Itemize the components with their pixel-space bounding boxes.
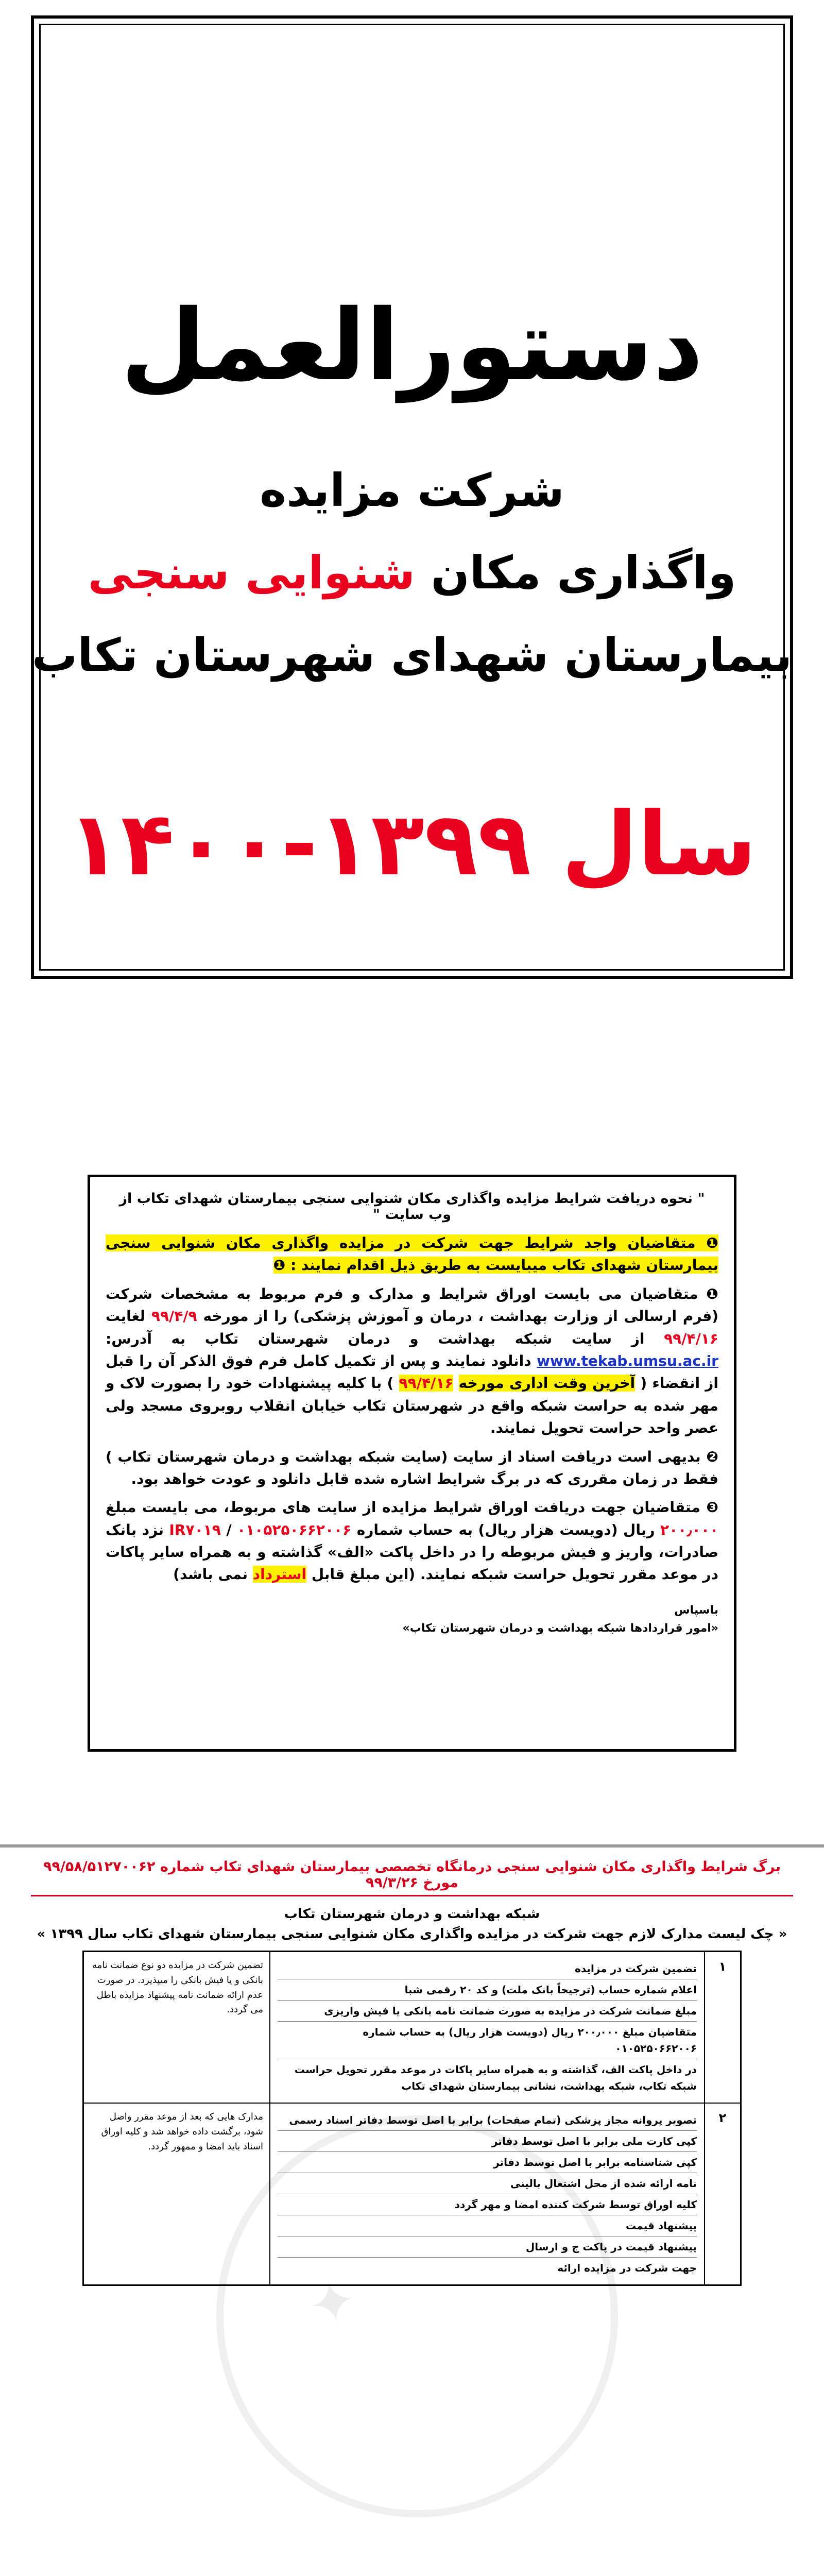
row-line: اعلام شماره حساب (ترجیحاً بانک ملت) و کد ۲۰ رقمی شبا — [278, 1979, 697, 2001]
p1-text-a: ❶ متقاضیان می بایست اوراق شرایط و مدارک و فرم مربوط به مشخصات شرکت (فرم ارسالی از وزارت بهداشت ، درمان و آموزش پزشکی) را از مورخه — [106, 1285, 719, 1325]
row-note: تضمین شرکت در مزایده دو نوع ضمانت نامه بانکی و یا فیش بانکی را میپذیرد. در صورت عدم ارائه ضمانت نامه پیشنهاد مزایده باطل می گردد. — [92, 1960, 263, 2015]
cover-line-1: شرکت مزایده — [260, 464, 564, 517]
instructions-signature — [106, 1601, 718, 1637]
row-line: تصویر پروانه مجاز پزشکی (تمام صفحات) برابر با اصل توسط دفاتر اسناد رسمی — [278, 2110, 697, 2131]
instructions-page — [0, 1154, 824, 1808]
p3-text-b: ریال (دویست هزار ریال) به حساب شماره — [356, 1521, 655, 1538]
instructions-paragraph-2: ❷ بدیهی است دریافت اسناد از سایت (سایت شبکه بهداشت و درمان شهرستان تکاب ) فقط در زمان مقرری که در برگ شرایط اشاره شده قابل دانلود و عودت خواهد بود. — [106, 1448, 718, 1487]
table-row — [84, 1952, 740, 2104]
p3-amount: ۲۰۰٫۰۰۰ — [660, 1521, 718, 1538]
row-line: کپی کارت ملی برابر با اصل توسط دفاتر — [278, 2131, 697, 2152]
website-link[interactable]: www.tekab.umsu.ac.ir — [537, 1352, 718, 1369]
instructions-paragraph-1 — [106, 1283, 718, 1439]
row-number: ۲ — [704, 2104, 740, 2284]
p3-account-number: ۰۱۰۵۲۵۰۶۶۲۰۰۶ — [237, 1521, 352, 1538]
row-line: تضمین شرکت در مزایده — [278, 1958, 697, 1979]
p3-text-d: نزد بانک صادرات، واریز و فیش مربوطه را در داخل پاکت «الف» گذاشته و به همراه سایر پاکات در موعد مقرر تحویل حراست شبکه نمایند. (این مبلغ قابل — [106, 1521, 718, 1583]
watermark-text: ✦ — [302, 2265, 363, 2341]
row-line: پیشنهاد قیمت — [278, 2215, 697, 2236]
instructions-intro-text: ❶ متقاضیان واجد شرایط جهت شرکت در مزایده واگذاری مکان شنوایی سنجی بیمارستان شهدای تکاب میبایست به طریق ذیل اقدام نمایند : ❶ — [106, 1234, 718, 1274]
cover-line-2-text: واگذاری مکان — [431, 546, 736, 599]
row-note: مدارک هایی که بعد از موعد مقرر واصل شود، برگشت داده خواهد شد و کلیه اوراق اسناد باید امضا و ممهور گردد. — [101, 2111, 263, 2152]
cover-year: سال ۱۳۹۹-۱۴۰۰ — [67, 793, 757, 895]
checklist-title — [0, 1904, 824, 1944]
row-line: مبلغ ضمانت شرکت در مزایده به صورت ضمانت نامه بانکی یا فیش واریزی — [278, 2001, 697, 2022]
p1-date-end: ۹۹/۴/۱۶ — [664, 1330, 718, 1347]
cover-line-3: بیمارستان شهدای شهرستان تکاب — [31, 629, 793, 682]
p3-text-a: ❸ متقاضیان جهت دریافت اوراق شرایط مزایده از سایت های مربوط، می بایست مبلغ — [106, 1499, 718, 1516]
checklist-page — [0, 1844, 824, 2576]
p1-text-d: دانلود نمایند و پس از تکمیل کامل فرم فوق الذکر آن را قبل از انقضاء ( — [106, 1352, 718, 1392]
checklist-table — [82, 1951, 742, 2286]
checklist-title-2: « چک لیست مدارک لازم جهت شرکت در مزایده واگذاری مکان شنوایی سنجی بیمارستان شهدای تکاب سال ۱۳۹۹ » — [37, 1926, 787, 1942]
row-line: در داخل پاکت الف، گذاشته و به همراه سایر پاکات در موعد مقرر تحویل حراست شبکه تکاب، شبکه بهداشت، نشانی بیمارستان شهدای تکاب — [294, 2063, 697, 2092]
row-line: متقاضیان مبلغ ۲۰۰٫۰۰۰ ریال (دویست هزار ریال) به حساب شماره ۰۱۰۵۲۵۰۶۶۲۰۰۶ — [278, 2022, 697, 2059]
instructions-box — [88, 1175, 736, 1752]
p3-text-e: نمی باشد) — [173, 1566, 248, 1583]
table-row — [84, 2104, 740, 2284]
row-line: جهت شرکت در مزایده ارائه — [557, 2262, 697, 2274]
row-line: کلیه اوراق توسط شرکت کننده امضا و مهر گردد — [278, 2194, 697, 2215]
row-line: نامه ارائه شده از محل اشتغال بالینی — [278, 2173, 697, 2194]
row-line: پیشنهاد قیمت در پاکت ج و ارسال — [278, 2236, 697, 2258]
p1-text-b: لغایت — [106, 1308, 145, 1325]
p1-deadline-date: ۹۹/۴/۱۶ — [399, 1375, 454, 1392]
p3-shaba: IR۷۰۱۹ — [169, 1521, 221, 1538]
checklist-title-1: شبکه بهداشت و درمان شهرستان تکاب — [284, 1906, 540, 1922]
cover-line-2-highlight: شنوایی سنجی — [88, 546, 415, 599]
instructions-intro — [106, 1232, 718, 1277]
row-line: کپی شناسنامه برابر با اصل توسط دفاتر — [278, 2152, 697, 2173]
signature-line-1: باسپاس — [674, 1603, 718, 1617]
p3-separator: / — [226, 1521, 232, 1538]
p1-text-f: ) با کلیه پیشنهادات خود را بصورت لاک و مهر شده به حراست شبکه واقع در شهرستان تکاب خیابان انقلاب روبروی مسجد ولی عصر واحد حراست تحویل نمایند. — [106, 1375, 718, 1437]
row-number: ۱ — [704, 1952, 740, 2103]
page-header: برگ شرایط واگذاری مکان شنوایی سنجی درمانگاه تخصصی بیمارستان شهدای تکاب شماره ۹۹/۵۸/۵۱۲۷۰۰۶۲ مورخ ۹۹/۳/۲۶ — [31, 1859, 793, 1896]
p1-date-start: ۹۹/۴/۹ — [151, 1308, 197, 1325]
cover-line-2 — [0, 546, 824, 599]
row-content — [269, 1952, 704, 2103]
p3-non-refundable: استرداد — [252, 1566, 307, 1583]
row-content — [269, 2104, 704, 2284]
cover-page — [0, 0, 824, 989]
instructions-header: " نحوه دریافت شرایط مزایده واگذاری مکان شنوایی سنجی بیمارستان شهدای تکاب از وب سایت " — [119, 1191, 705, 1223]
signature-line-2: «امور قراردادها شبکه بهداشت و درمان شهرستان تکاب» — [402, 1622, 718, 1635]
p1-text-c: از سایت شبکه بهداشت و درمان شهرستان تکاب به آدرس: — [106, 1330, 645, 1347]
cover-title: دستورالعمل — [121, 289, 703, 402]
instructions-paragraph-3 — [106, 1496, 718, 1586]
p1-deadline-highlight: آخرین وقت اداری مورخه — [458, 1375, 636, 1392]
